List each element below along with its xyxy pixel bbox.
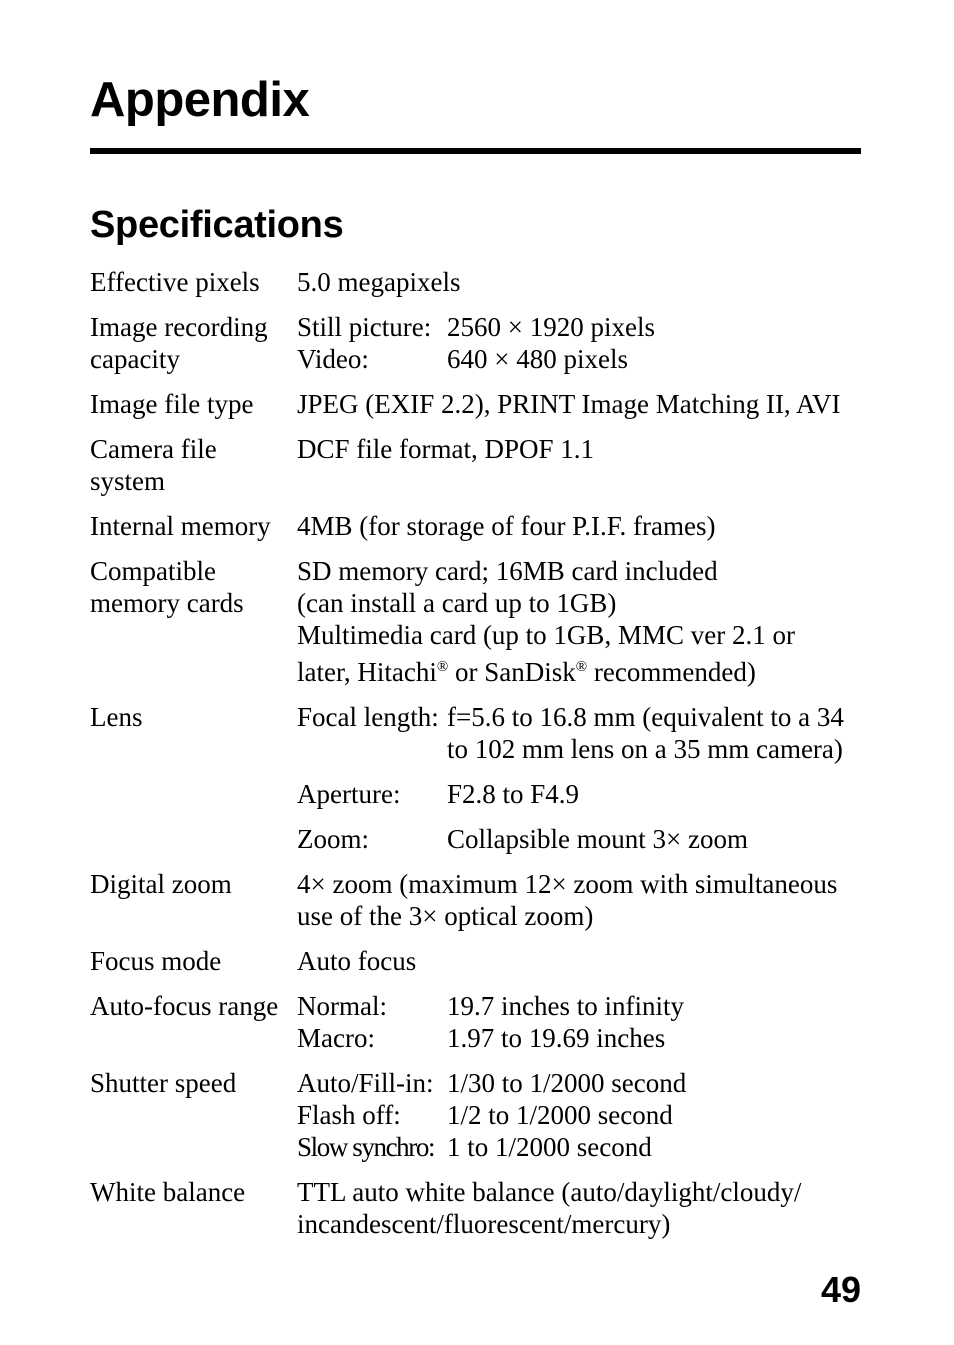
spec-value-line: 4× zoom (maximum 12× zoom with simultaneous [297, 869, 838, 899]
spec-row-white-balance [90, 1176, 880, 1240]
spec-row-compatible-memory-cards [90, 555, 880, 688]
sub-row-still-picture [297, 311, 880, 343]
text-run: recommended) [587, 657, 756, 687]
sub-key: Still picture: [297, 312, 432, 342]
spec-label: Auto-focus range [90, 991, 279, 1021]
spec-label: White balance [90, 1177, 246, 1207]
spec-label [90, 433, 297, 497]
sub-key: Auto/Fill-in: [297, 1068, 434, 1098]
spec-label: Digital zoom [90, 869, 232, 899]
spec-value-line [297, 651, 880, 688]
spec-row-digital-zoom [90, 868, 880, 932]
spec-label-line: Image recording [90, 312, 268, 342]
spec-label-line: capacity [90, 344, 180, 374]
spec-value-line: TTL auto white balance (auto/daylight/cloudy/ [297, 1177, 802, 1207]
spec-value [297, 1067, 880, 1163]
sub-row-zoom [297, 823, 880, 855]
spec-row-image-file-type [90, 388, 880, 420]
text-run: or SanDisk [448, 657, 576, 687]
sub-value: 1/30 to 1/2000 second [447, 1068, 687, 1098]
spec-row-effective-pixels [90, 266, 880, 298]
sub-value: 640 × 480 pixels [447, 344, 628, 374]
spec-value: 4MB (for storage of four P.I.F. frames) [297, 511, 716, 541]
sub-row-flash-off [297, 1099, 880, 1131]
sub-value [447, 701, 880, 765]
sub-row-normal [297, 990, 880, 1022]
spec-value [297, 1176, 880, 1240]
spec-row-shutter-speed [90, 1067, 880, 1163]
sub-key: Slow synchro: [297, 1132, 435, 1162]
sub-key: Macro: [297, 1023, 375, 1053]
spec-row-internal-memory [90, 510, 880, 542]
sub-row-video [297, 343, 880, 375]
spec-value: 5.0 megapixels [297, 267, 461, 297]
spec-value [297, 990, 880, 1054]
spec-row-camera-file-system [90, 433, 880, 497]
text-run: later, Hitachi [297, 657, 437, 687]
spec-value-line: SD memory card; 16MB card included [297, 556, 718, 586]
section-title: Specifications [90, 204, 344, 246]
spec-value [297, 311, 880, 375]
spec-row-lens [90, 701, 880, 855]
spec-value: Auto focus [297, 946, 417, 976]
spec-value-line: Multimedia card (up to 1GB, MMC ver 2.1 or [297, 620, 795, 650]
spec-label-line: Compatible [90, 556, 216, 586]
registered-mark: ® [575, 659, 588, 675]
sub-value: 19.7 inches to infinity [447, 991, 684, 1021]
spec-value: DCF file format, DPOF 1.1 [297, 434, 594, 464]
page-number: 49 [820, 1269, 861, 1310]
spec-value: JPEG (EXIF 2.2), PRINT Image Matching II, AVI [297, 389, 841, 419]
spec-label: Effective pixels [90, 267, 260, 297]
sub-key: Video: [297, 344, 369, 374]
spec-label-line: Camera file [90, 434, 217, 464]
page-title: Appendix [90, 73, 310, 127]
spec-label: Image file type [90, 389, 254, 419]
spec-value [297, 555, 880, 688]
sub-key: Focal length: [297, 702, 439, 732]
sub-value: Collapsible mount 3× zoom [447, 824, 748, 854]
sub-value-line: f=5.6 to 16.8 mm (equivalent to a 34 [447, 702, 844, 732]
sub-value: 2560 × 1920 pixels [447, 312, 655, 342]
sub-key: Zoom: [297, 824, 369, 854]
sub-row-slow-synchro [297, 1131, 880, 1163]
spec-label: Shutter speed [90, 1068, 237, 1098]
spec-label: Focus mode [90, 946, 222, 976]
spec-value-line: use of the 3× optical zoom) [297, 901, 594, 931]
sub-row-auto-fill-in [297, 1067, 880, 1099]
spec-label: Lens [90, 702, 143, 732]
sub-row-focal-length [297, 701, 880, 765]
spec-row-image-recording-capacity [90, 311, 880, 375]
spec-value-line: incandescent/fluorescent/mercury) [297, 1209, 671, 1239]
spec-value-line: (can install a card up to 1GB) [297, 588, 617, 618]
spec-value [297, 701, 880, 855]
sub-row-aperture [297, 778, 880, 810]
sub-row-macro [297, 1022, 880, 1054]
spec-label: Internal memory [90, 511, 271, 541]
registered-mark: ® [436, 659, 449, 675]
sub-value: 1.97 to 19.69 inches [447, 1023, 666, 1053]
spec-row-auto-focus-range [90, 990, 880, 1054]
spec-label [90, 555, 297, 688]
specifications-table [90, 266, 880, 1253]
spec-label-line: memory cards [90, 588, 244, 618]
sub-value-line: to 102 mm lens on a 35 mm camera) [447, 734, 843, 764]
spec-label-line: system [90, 466, 166, 496]
spec-label [90, 311, 297, 375]
sub-key: Flash off: [297, 1100, 401, 1130]
sub-value: 1/2 to 1/2000 second [447, 1100, 673, 1130]
spec-value [297, 868, 880, 932]
title-rule [90, 148, 861, 154]
sub-value: 1 to 1/2000 second [447, 1132, 652, 1162]
sub-key: Normal: [297, 991, 387, 1021]
spec-row-focus-mode [90, 945, 880, 977]
sub-key: Aperture: [297, 779, 401, 809]
sub-value: F2.8 to F4.9 [447, 779, 580, 809]
